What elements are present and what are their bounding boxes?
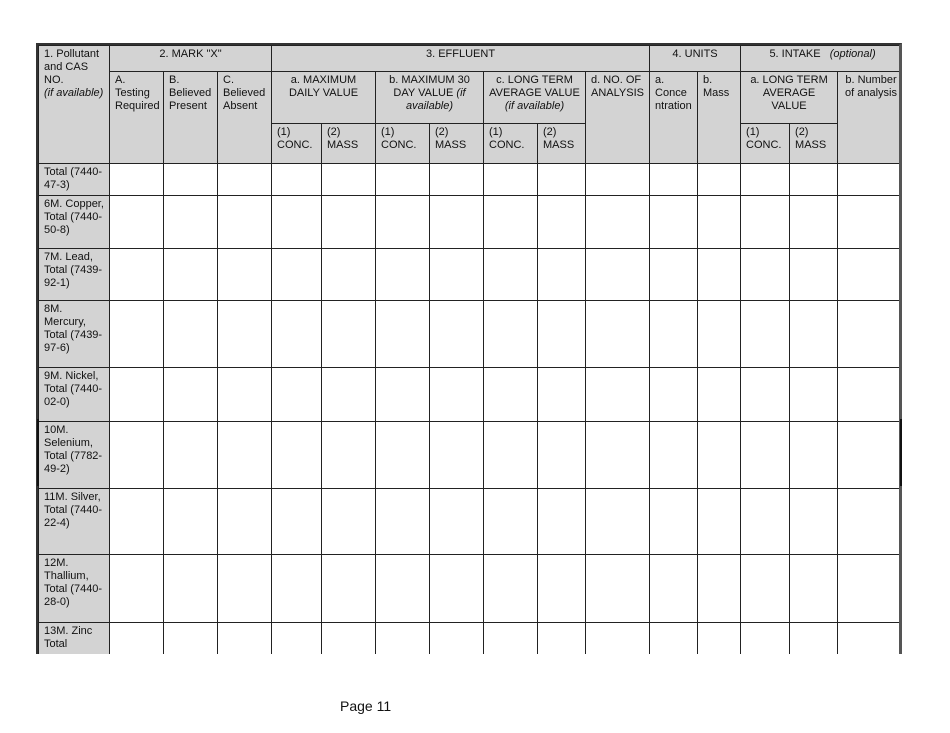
input-cell[interactable] (430, 422, 484, 489)
input-cell[interactable] (790, 249, 838, 301)
input-cell[interactable] (272, 368, 322, 422)
input-cell[interactable] (650, 196, 698, 249)
input-cell[interactable] (538, 301, 586, 368)
input-cell[interactable] (376, 164, 430, 196)
input-cell[interactable] (650, 489, 698, 555)
input-cell[interactable] (218, 368, 272, 422)
input-cell[interactable] (376, 196, 430, 249)
input-cell[interactable] (164, 555, 218, 623)
header-intake-long-term: a. LONG TERM AVERAGE VALUE (741, 72, 838, 124)
input-cell[interactable] (164, 196, 218, 249)
input-cell[interactable] (698, 422, 741, 489)
input-cell[interactable] (322, 164, 376, 196)
header-mass: (2) MASS (790, 124, 838, 164)
header-mass: (2) MASS (322, 124, 376, 164)
input-cell[interactable] (322, 555, 376, 623)
input-cell[interactable] (430, 623, 484, 655)
input-cell[interactable] (741, 489, 790, 555)
input-cell[interactable] (838, 555, 902, 623)
input-cell[interactable] (430, 196, 484, 249)
input-cell[interactable] (218, 623, 272, 655)
header-intake: 5. INTAKE (optional) (741, 46, 902, 72)
input-cell[interactable] (322, 249, 376, 301)
input-cell[interactable] (698, 555, 741, 623)
input-cell[interactable] (430, 164, 484, 196)
header-units: 4. UNITS (650, 46, 741, 72)
input-cell[interactable] (698, 368, 741, 422)
input-cell[interactable] (586, 489, 650, 555)
input-cell[interactable] (272, 249, 322, 301)
input-cell[interactable] (650, 623, 698, 655)
input-cell[interactable] (164, 489, 218, 555)
table-row (39, 555, 903, 623)
header-max-daily: a. MAXIMUM DAILY VALUE (272, 72, 376, 124)
input-cell[interactable] (586, 301, 650, 368)
input-cell[interactable] (218, 249, 272, 301)
input-cell[interactable] (110, 489, 164, 555)
input-cell[interactable] (484, 368, 538, 422)
input-cell[interactable] (698, 196, 741, 249)
header-conc: (1) CONC. (741, 124, 790, 164)
input-cell[interactable] (538, 489, 586, 555)
input-cell[interactable] (650, 249, 698, 301)
header-mass: (2) MASS (538, 124, 586, 164)
input-cell[interactable] (430, 301, 484, 368)
input-cell[interactable] (164, 422, 218, 489)
input-cell[interactable] (838, 301, 902, 368)
header-intake-number: b. Number of analysis (838, 72, 902, 164)
input-cell[interactable] (164, 301, 218, 368)
input-cell[interactable] (838, 196, 902, 249)
input-cell[interactable] (110, 164, 164, 196)
header-no-of-analysis: d. NO. OF ANALYSIS (586, 72, 650, 164)
table-row (39, 249, 903, 301)
input-cell[interactable] (650, 422, 698, 489)
input-cell[interactable] (838, 164, 902, 196)
input-cell[interactable] (538, 164, 586, 196)
pollutant-label: 7M. Lead, Total (7439-92-1) (39, 249, 110, 301)
input-cell[interactable] (484, 196, 538, 249)
input-cell[interactable] (838, 368, 902, 422)
input-cell[interactable] (272, 196, 322, 249)
input-cell[interactable] (164, 249, 218, 301)
input-cell[interactable] (110, 196, 164, 249)
header-long-term-avg: c. LONG TERM AVERAGE VALUE (if available) (484, 72, 586, 124)
input-cell[interactable] (586, 422, 650, 489)
input-cell[interactable] (790, 623, 838, 655)
input-cell[interactable] (322, 422, 376, 489)
header-max-30-day: b. MAXIMUM 30 DAY VALUE (if available) (376, 72, 484, 124)
input-cell[interactable] (272, 422, 322, 489)
input-cell[interactable] (272, 164, 322, 196)
input-cell[interactable] (110, 301, 164, 368)
input-cell[interactable] (110, 368, 164, 422)
header-effluent: 3. EFFLUENT (272, 46, 650, 72)
input-cell[interactable] (376, 422, 430, 489)
page-number: Page 11 (340, 698, 392, 714)
input-cell[interactable] (790, 164, 838, 196)
input-cell[interactable] (741, 368, 790, 422)
input-cell[interactable] (484, 422, 538, 489)
input-cell[interactable] (164, 623, 218, 655)
input-cell[interactable] (484, 555, 538, 623)
header-mark-x: 2. MARK "X" (110, 46, 272, 72)
input-cell[interactable] (650, 555, 698, 623)
input-cell[interactable] (698, 301, 741, 368)
input-cell[interactable] (741, 249, 790, 301)
input-cell[interactable] (586, 555, 650, 623)
input-cell[interactable] (430, 249, 484, 301)
input-cell[interactable] (538, 623, 586, 655)
input-cell[interactable] (484, 301, 538, 368)
input-cell[interactable] (110, 249, 164, 301)
input-cell[interactable] (586, 196, 650, 249)
input-cell[interactable] (322, 301, 376, 368)
pollutant-label: 11M. Silver, Total (7440-22-4) (39, 489, 110, 555)
input-cell[interactable] (218, 301, 272, 368)
table-row (39, 368, 903, 422)
input-cell[interactable] (218, 196, 272, 249)
header-testing-required: A. Testing Required (110, 72, 164, 164)
pollutant-label: Total (7440-47-3) (39, 164, 110, 196)
input-cell[interactable] (484, 164, 538, 196)
input-cell[interactable] (650, 164, 698, 196)
pollutant-label: 12M. Thallium, Total (7440-28-0) (39, 555, 110, 623)
input-cell[interactable] (741, 623, 790, 655)
input-cell[interactable] (586, 164, 650, 196)
pollutant-label: 13M. Zinc Total (39, 623, 110, 655)
input-cell[interactable] (110, 555, 164, 623)
input-cell[interactable] (218, 555, 272, 623)
input-cell[interactable] (110, 422, 164, 489)
input-cell[interactable] (322, 623, 376, 655)
input-cell[interactable] (538, 249, 586, 301)
header-units-mass: b. Mass (698, 72, 741, 164)
input-cell[interactable] (650, 301, 698, 368)
input-cell[interactable] (741, 555, 790, 623)
input-cell[interactable] (164, 164, 218, 196)
input-cell[interactable] (838, 623, 902, 655)
header-units-concentration: a. Conce ntration (650, 72, 698, 164)
input-cell[interactable] (790, 422, 838, 489)
table-row (39, 422, 903, 489)
pollutant-label: 8M. Mercury, Total (7439-97-6) (39, 301, 110, 368)
input-cell[interactable] (272, 489, 322, 555)
input-cell[interactable] (741, 196, 790, 249)
table-row (39, 489, 903, 555)
input-cell[interactable] (698, 249, 741, 301)
input-cell[interactable] (838, 489, 902, 555)
header-conc: (1) CONC. (376, 124, 430, 164)
input-cell[interactable] (741, 164, 790, 196)
table-row (39, 623, 903, 655)
input-cell[interactable] (376, 555, 430, 623)
input-cell[interactable] (790, 368, 838, 422)
input-cell[interactable] (272, 623, 322, 655)
input-cell[interactable] (164, 368, 218, 422)
header-pollutant: 1. Pollutant and CAS NO. (if available) (39, 46, 110, 164)
input-cell[interactable] (322, 368, 376, 422)
input-cell[interactable] (430, 368, 484, 422)
input-cell[interactable] (376, 249, 430, 301)
input-cell[interactable] (586, 249, 650, 301)
input-cell[interactable] (538, 422, 586, 489)
input-cell[interactable] (698, 489, 741, 555)
input-cell[interactable] (790, 489, 838, 555)
input-cell[interactable] (110, 623, 164, 655)
header-conc: (1) CONC. (484, 124, 538, 164)
table-row (39, 301, 903, 368)
input-cell[interactable] (218, 164, 272, 196)
input-cell[interactable] (790, 196, 838, 249)
header-believed-present: B. Believed Present (164, 72, 218, 164)
header-mass: (2) MASS (430, 124, 484, 164)
input-cell[interactable] (790, 555, 838, 623)
input-cell[interactable] (322, 196, 376, 249)
input-cell[interactable] (218, 422, 272, 489)
pollutant-label: 10M. Selenium, Total (7782-49-2) (39, 422, 110, 489)
input-cell[interactable] (376, 623, 430, 655)
input-cell[interactable] (538, 368, 586, 422)
input-cell[interactable] (538, 555, 586, 623)
input-cell[interactable] (586, 623, 650, 655)
pollutant-form-table (36, 43, 902, 654)
input-cell[interactable] (376, 301, 430, 368)
input-cell[interactable] (272, 301, 322, 368)
input-cell[interactable] (790, 301, 838, 368)
input-cell[interactable] (322, 489, 376, 555)
table-row (39, 196, 903, 249)
input-cell[interactable] (586, 368, 650, 422)
input-cell[interactable] (430, 489, 484, 555)
input-cell[interactable] (838, 249, 902, 301)
input-cell[interactable] (376, 489, 430, 555)
input-cell[interactable] (484, 249, 538, 301)
input-cell[interactable] (538, 196, 586, 249)
input-cell[interactable] (484, 623, 538, 655)
input-cell[interactable] (218, 489, 272, 555)
pollutant-label: 6M. Copper, Total (7440-50-8) (39, 196, 110, 249)
input-cell[interactable] (376, 368, 430, 422)
input-cell[interactable] (484, 489, 538, 555)
header-conc: (1) CONC. (272, 124, 322, 164)
header-believed-absent: C. Believed Absent (218, 72, 272, 164)
input-cell[interactable] (698, 164, 741, 196)
input-cell[interactable] (741, 422, 790, 489)
input-cell[interactable] (430, 555, 484, 623)
input-cell[interactable] (838, 422, 902, 489)
input-cell[interactable] (698, 623, 741, 655)
input-cell[interactable] (272, 555, 322, 623)
input-cell[interactable] (650, 368, 698, 422)
table-row (39, 164, 903, 196)
input-cell[interactable] (741, 301, 790, 368)
pollutant-label: 9M. Nickel, Total (7440-02-0) (39, 368, 110, 422)
